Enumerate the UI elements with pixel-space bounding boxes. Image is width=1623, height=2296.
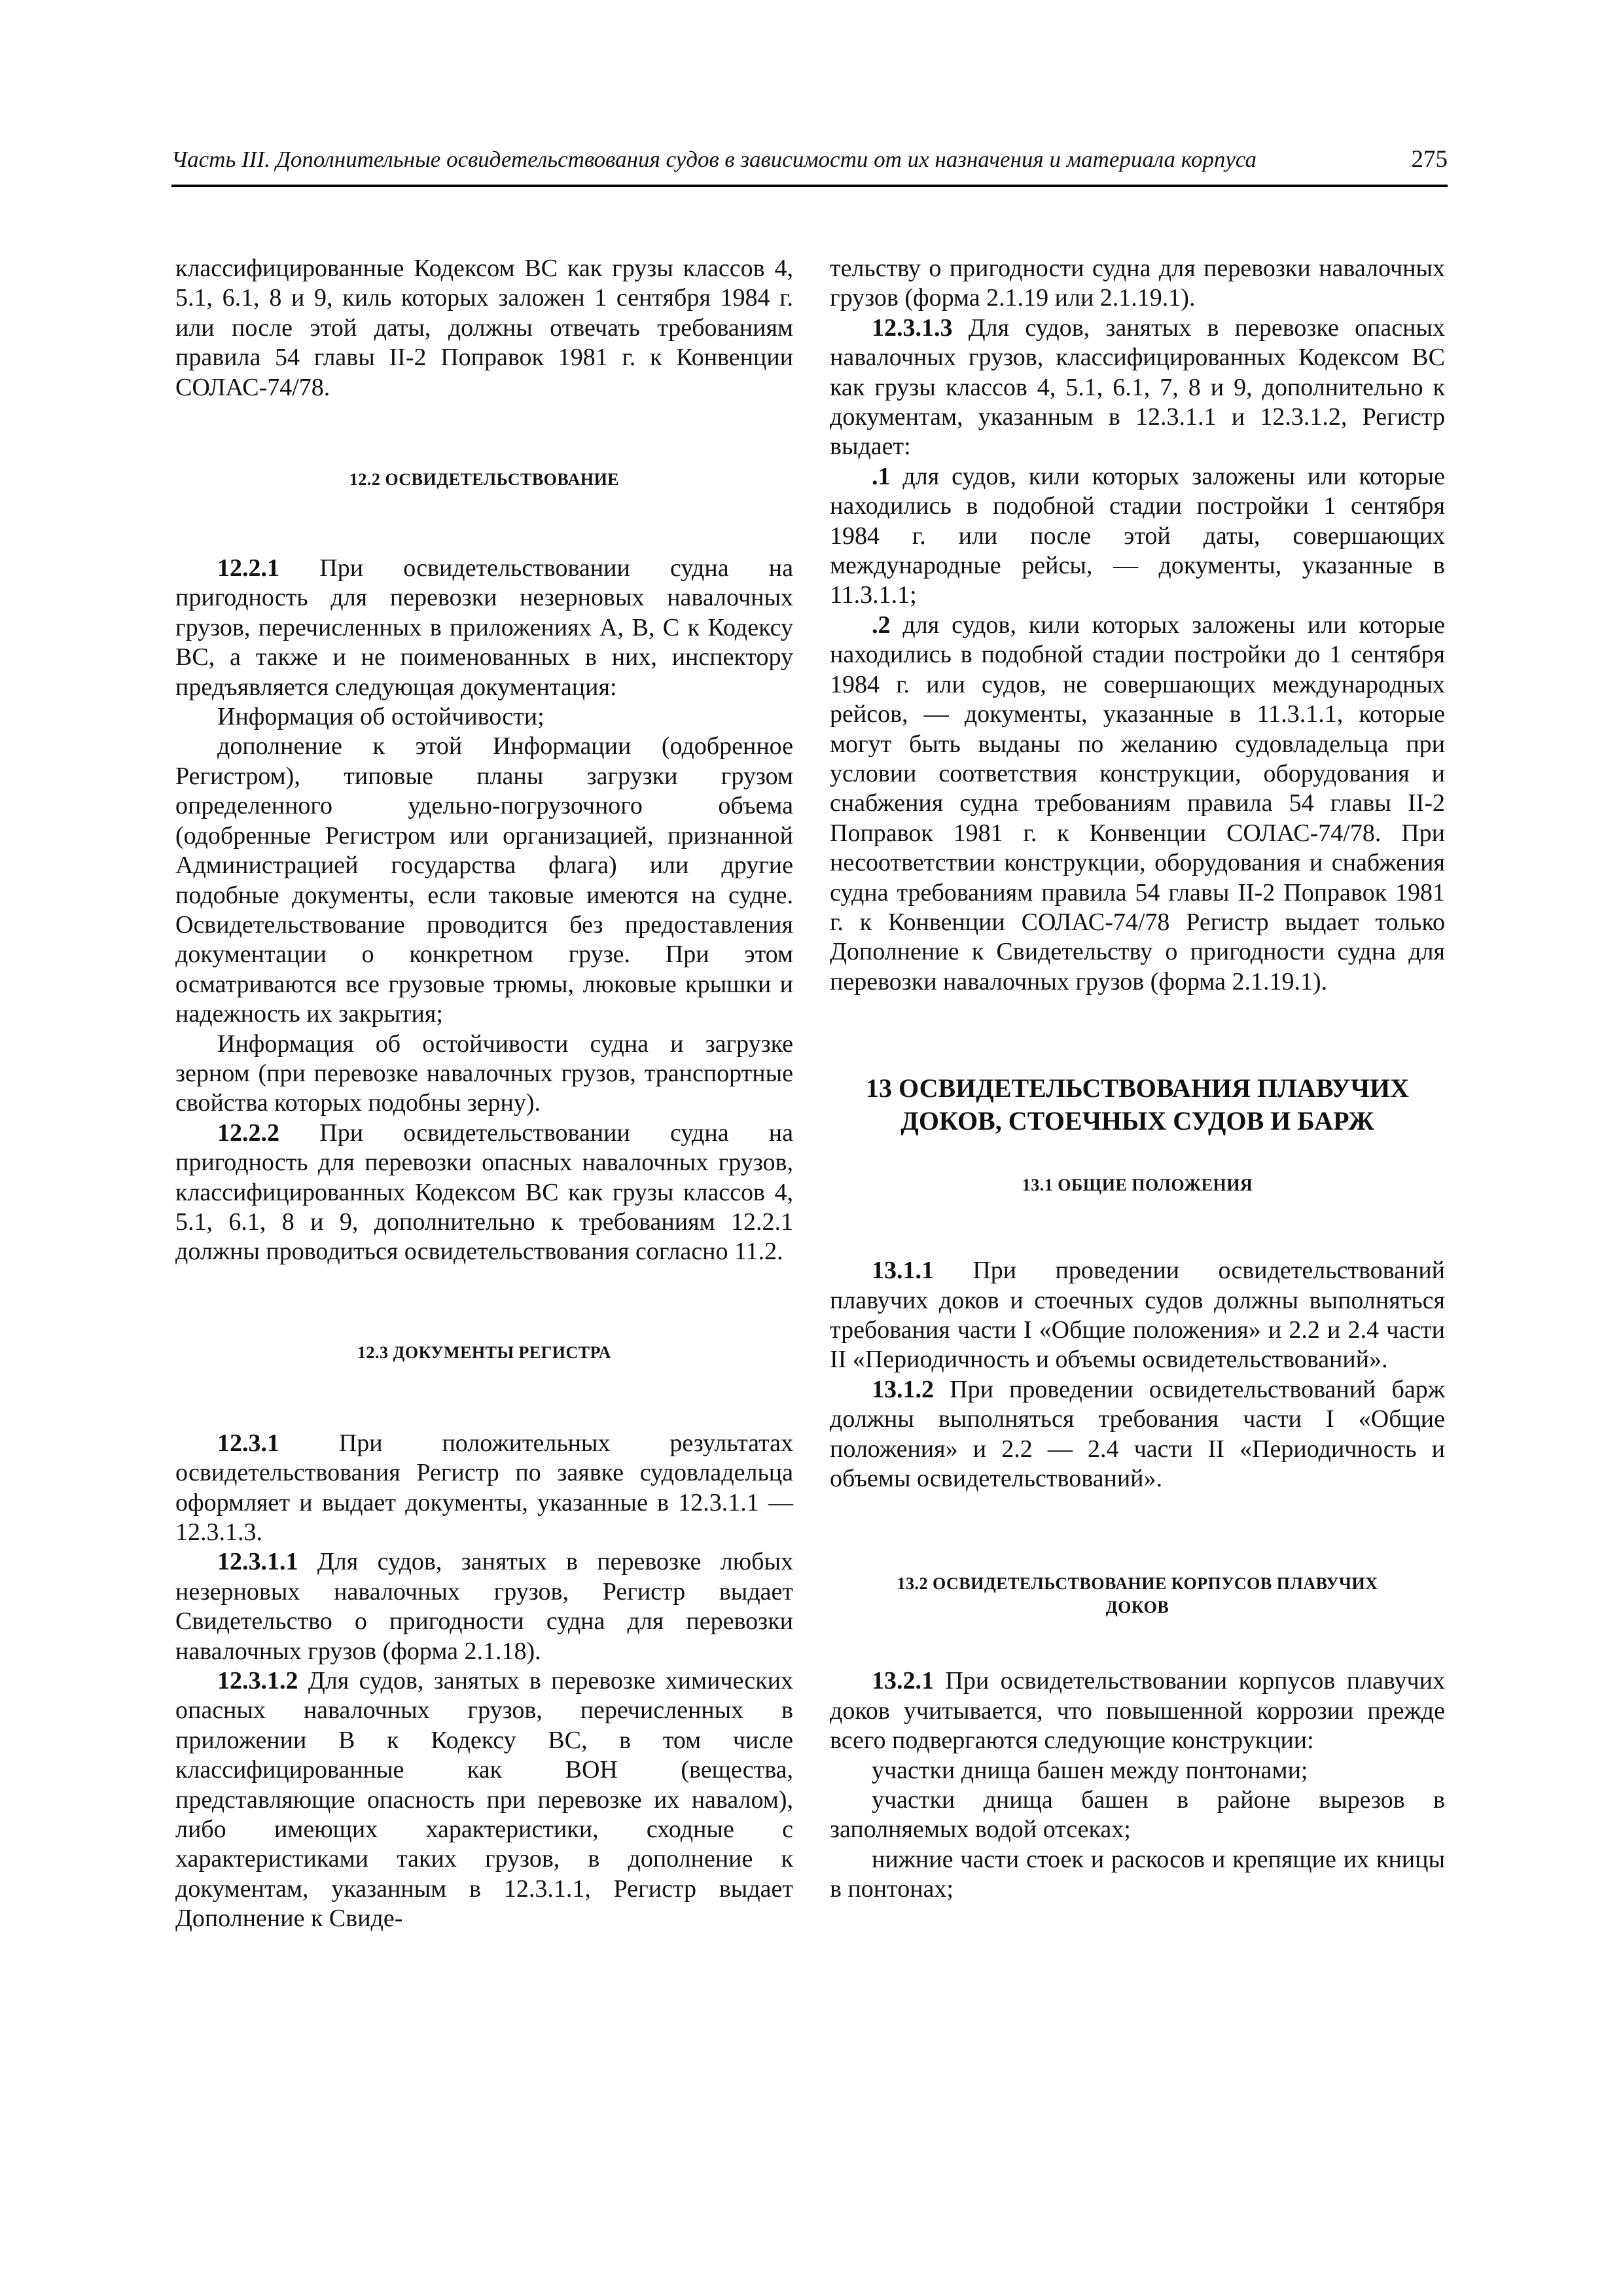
- clause-number: 12.3.1.3: [872, 314, 953, 342]
- paragraph-12-3-1-3: [830, 314, 1445, 462]
- list-entry-1: участки днища башен между понтонами;: [872, 1756, 1308, 1784]
- right-column: [830, 254, 1445, 1905]
- paragraph-continuation: тельству о пригодности судна для перевозки навалочных грузов (форма 2.1.19 или 2.1.19.1).: [830, 255, 1445, 312]
- list-item-number: .2: [872, 611, 891, 639]
- clause-text: При проведении освидетельствований барж должны выполняться требования части I «Общие положения» и 2.2 — 2.4 части II «Периодичность и объемы освидетельствований».: [830, 1375, 1446, 1492]
- section-heading-12-2: 12.2 ОСВИДЕТЕЛЬСТВОВАНИЕ: [349, 470, 620, 490]
- list-entry-3: нижние части стоек и раскосов и крепящие их кницы в понтонах;: [830, 1845, 1445, 1903]
- clause-number: 13.1.1: [872, 1257, 934, 1285]
- section-heading-13-1: 13.1 ОБЩИЕ ПОЛОЖЕНИЯ: [1022, 1175, 1253, 1195]
- clause-number: 13.2.1: [872, 1667, 934, 1695]
- paragraph-12-3-1-2: [175, 1666, 793, 1934]
- clause-text: Для судов, занятых в перевозке любых незерновых навалочных грузов, Регистр выдает Свидетельство о пригодности судна для перевозки навалочных грузов (форма 2.1.18).: [175, 1548, 793, 1665]
- clause-text: При освидетельствовании корпусов плавучих доков учитывается, что повышенной коррозии прежде всего подвергаются следующие конструкции:: [830, 1667, 1445, 1755]
- clause-number: 12.2.1: [217, 554, 279, 583]
- running-header-title: Часть III. Дополнительные освидетельствования судов в зависимости от их назначения и материала корпуса: [171, 147, 1257, 172]
- paragraph-13-1-2: [830, 1375, 1445, 1494]
- paragraph-12-3-1: [175, 1429, 793, 1548]
- section-heading-13-2: 13.2 ОСВИДЕТЕЛЬСТВОВАНИЕ КОРПУСОВ ПЛАВУЧИХ ДОКОВ: [897, 1574, 1378, 1617]
- paragraph-grain-info: Информация об остойчивости судна и загрузке зерном (при перевозке навалочных грузов, транспортные свойства которых подобны зерну).: [175, 1030, 793, 1117]
- running-header: [171, 143, 1448, 187]
- paragraph-12-3-1-1: [175, 1547, 793, 1666]
- list-item-1: [830, 462, 1445, 611]
- clause-text: При освидетельствовании судна на пригодность для перевозки незерновых навалочных грузов, перечисленных в приложениях А, В, С к Кодексу ВС, а также и не поименованных в них, инспектору предъявляется следующая документация:: [175, 554, 794, 701]
- chapter-heading-13: 13 ОСВИДЕТЕЛЬСТВОВАНИЯ ПЛАВУЧИХ ДОКОВ, СТОЕЧНЫХ СУДОВ И БАРЖ: [865, 1073, 1410, 1136]
- clause-text: Для судов, занятых в перевозке химических опасных навалочных грузов, перечисленных в приложении В к Кодексу ВС, в том числе классифицированные как ВОН (вещества, представляющие опасность при перевозке их навалом), либо имеющих характеристики, сходные с характеристиками таких грузов, в дополнение к документам, указанным в 12.3.1.1, Регистр выдает Дополнение к Свиде-: [175, 1667, 793, 1933]
- list-item-text: для судов, кили которых заложены или которые находились в подобной стадии постройки 1 сентября 1984 г. или после этой даты, совершающих международные рейсы, — документы, указанные в 11.3.1.1;: [830, 462, 1446, 609]
- paragraph-addendum: дополнение к этой Информации (одобренное Регистром), типовые планы загрузки грузом определенного удельно-погрузочного объема (одобренные Регистром или организацией, признанной Администрацией государства флага) или другие подобные документы, если таковые имеются на судне. Освидетельствование проводится без предоставления документации о конкретном грузе. При этом осматриваются все грузовые трюмы, люковые крышки и надежность их закрытия;: [175, 732, 793, 1028]
- paragraph-stability-info: Информация об остойчивости;: [217, 703, 544, 731]
- section-heading-12-3: 12.3 ДОКУМЕНТЫ РЕГИСТРА: [357, 1342, 611, 1362]
- list-entry-2: участки днища башен в районе вырезов в заполняемых водой отсеках;: [830, 1786, 1445, 1844]
- clause-number: 12.3.1: [217, 1429, 279, 1457]
- paragraph-12-2-1: [175, 554, 793, 702]
- clause-text: При проведении освидетельствований плавучих доков и стоечных судов должны выполняться требования части I «Общие положения» и 2.2 и 2.4 части II «Периодичность и объемы освидетельствований».: [830, 1257, 1446, 1374]
- page-number: 275: [1411, 146, 1448, 173]
- clause-number: 12.3.1.2: [217, 1667, 298, 1695]
- paragraph-intro: классифицированные Кодексом ВС как грузы классов 4, 5.1, 6.1, 8 и 9, киль которых заложен 1 сентября 1984 г. или после этой даты, должны отвечать требованиям правила 54 главы II-2 Поправок 1981 г. к Конвенции СОЛАС-74/78.: [175, 255, 793, 401]
- list-item-number: .1: [872, 462, 891, 490]
- clause-text: При освидетельствовании судна на пригодность для перевозки опасных навалочных грузов, классифицированных Кодексом ВС как грузы классов 4, 5.1, 6.1, 8 и 9, дополнительно к требованиям 12.2.1 должны проводиться освидетельствования согласно 11.2.: [175, 1119, 794, 1266]
- paragraph-13-2-1: [830, 1666, 1445, 1755]
- list-item-text: для судов, кили которых заложены или которые находились в подобной стадии постройки до 1 сентября 1984 г. или судов, не совершающих международных рейсов, — документы, указанные в 11.3.1.1, которые могут быть выданы по желанию судовладельца при условии соответствия конструкции, оборудования и снабжения судна требованиям правила 54 главы II-2 Поправок 1981 г. к Конвенции СОЛАС-74/78. При несоответствии конструкции, оборудования и снабжения судна требованиям правила 54 главы II-2 Поправок 1981 г. к Конвенции СОЛАС-74/78 Регистр выдает только Дополнение к Свидетельству о пригодности судна для перевозки навалочных грузов (форма 2.1.19.1).: [830, 611, 1446, 996]
- clause-number: 13.1.2: [872, 1375, 934, 1403]
- clause-number: 12.3.1.1: [217, 1548, 298, 1576]
- paragraph-13-1-1: [830, 1256, 1445, 1375]
- list-item-2: [830, 611, 1445, 997]
- left-column: [175, 254, 793, 1934]
- paragraph-12-2-2: [175, 1119, 793, 1267]
- clause-text: Для судов, занятых в перевозке опасных навалочных грузов, классифицированных Кодексом ВС как грузы классов 4, 5.1, 6.1, 7, 8 и 9, дополнительно к документам, указанным в 12.3.1.1 и 12.3.1.2, Регистр выдает:: [830, 314, 1446, 461]
- clause-number: 12.2.2: [217, 1119, 279, 1147]
- clause-text: При положительных результатах освидетельствования Регистр по заявке судовладельца оформляет и выдает документы, указанные в 12.3.1.1 — 12.3.1.3.: [175, 1429, 793, 1546]
